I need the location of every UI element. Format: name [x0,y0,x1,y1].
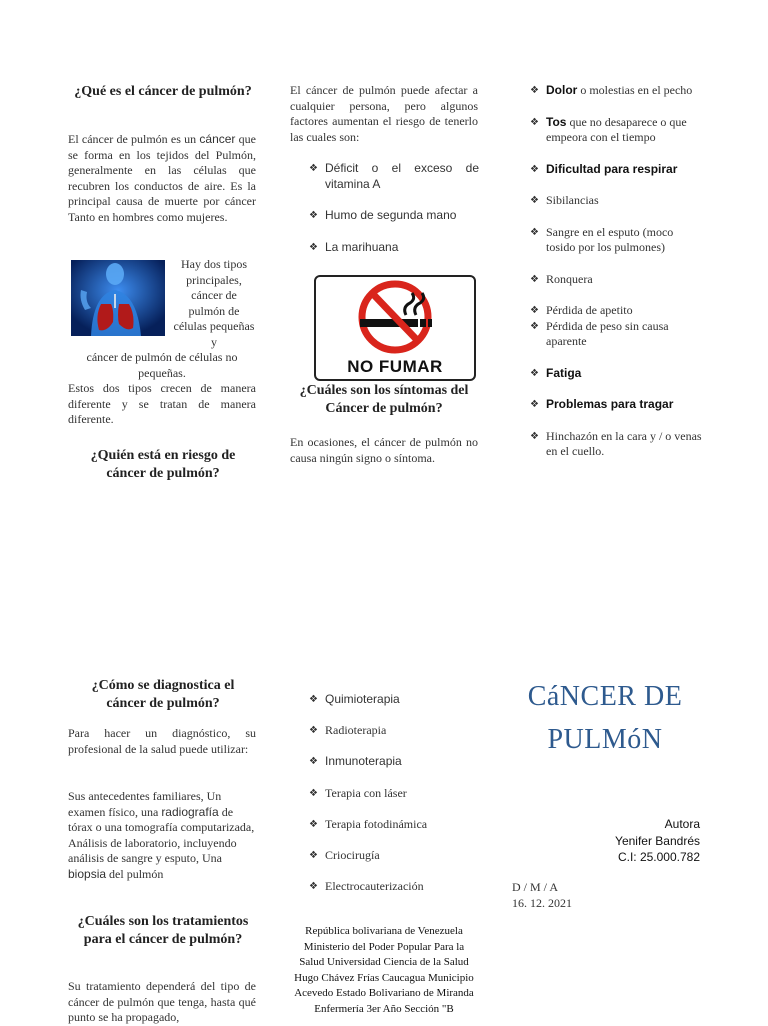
symptom-bold: Dificultad para respirar [546,161,678,176]
heading-diagnostica: ¿Cómo se diagnostica el cáncer de pulmón? [91,678,235,711]
symptom-text: Sibilancias [546,193,599,207]
list-item [530,162,702,178]
no-smoking-icon [316,277,474,355]
symptom-text: Ronquera [546,271,593,286]
text-segment: Sus antecedentes familiares, Un examen físico, una [68,789,222,819]
text-segment: El cáncer de pulmón es un [68,132,200,146]
treatment-label: Inmunoterapia [325,754,402,769]
list-item [530,366,702,382]
text-segment: que se forma en los tejidos del Pulmón, generalmente en las células que recubren los conductos de aire. Es la principal causa de muerte por cáncer Tanto en hombres como mujeres. [68,132,256,224]
list-item [309,879,479,895]
link-radiografia[interactable]: radiografía [161,804,219,819]
symptom-text: Hinchazón en la cara y / o venas en el cuello. [546,428,702,458]
author-label: Autora [664,817,700,831]
list-item [530,83,702,99]
list-item [309,723,479,739]
symptom-bold: Dolor [546,83,578,97]
link-biopsia[interactable]: biopsia [68,866,107,881]
date-value: 16. 12. 2021 [512,896,572,910]
lungs-image [71,260,165,336]
cover-title-line2: PULMóN [547,724,663,755]
treatment-label: Electrocauterización [325,879,424,894]
list-item [309,692,479,708]
author-block [560,816,700,866]
list-item [309,240,479,256]
risk-factor-label: Humo de segunda mano [325,208,457,222]
cover-title-line1: CáNCER DE [527,681,683,712]
risk-factor-list [309,161,479,255]
date-block [512,879,632,911]
cover-title [510,675,700,761]
text-segment: de tórax o una tomografía computarizada, Análisis de laboratorio, incluyendo análisis de sangre y esputo, Una [68,804,255,865]
diagnostico-list [68,789,256,882]
tratamiento-intro: Su tratamiento dependerá del tipo de cáncer de pulmón que tenga, hasta qué punto se ha propagado, [68,979,256,1024]
list-item [530,193,702,209]
symptom-text: o molestias en el pecho [577,83,693,97]
symptom-bold: Tos [546,114,567,129]
heading-que-es: ¿Qué es el cáncer de pulmón? [74,84,252,99]
symptom-text: Pérdida de peso sin causa aparente [546,318,669,348]
lungs-illustration [71,260,165,336]
treatment-list [309,692,479,895]
two-types-continued: cáncer de pulmón de células no pequeñas. [86,350,238,380]
treatment-label: Radioterapia [325,723,387,738]
list-item [530,397,702,413]
list-item [309,208,479,224]
heading-tratamientos: ¿Cuáles son los tratamientos para el cáncer de pulmón? [77,914,249,947]
treatment-label: Terapia fotodinámica [325,816,428,831]
risk-factor-label: Déficit o el exceso de vitamina A [325,161,479,191]
list-item [530,225,702,256]
no-smoking-sign [314,275,476,381]
symptom-bold: Problemas para tragar [546,397,674,411]
list-item [309,817,479,833]
list-item [530,115,702,146]
treatment-label: Quimioterapia [325,692,400,706]
symptom-bold: Fatiga [546,365,582,380]
two-types-text: Hay dos tipos principales, cáncer de pulmón de células pequeñas y [173,257,255,349]
sintomas-intro: En ocasiones, el cáncer de pulmón no causa ningún signo o síntoma. [290,435,478,465]
symptom-text: Sangre en el esputo (moco tosido por los pulmones) [546,224,674,254]
text-segment: del pulmón [106,866,164,881]
list-item [309,786,479,802]
symptom-text: que no desaparece o que empeora con el tiempo [546,114,687,144]
list-item [309,754,479,770]
author-ci: C.I: 25.000.782 [617,850,700,864]
treatment-label: Criocirugía [325,847,380,862]
list-item [530,303,702,319]
list-item [530,429,702,460]
author-name: Yenifer Bandrés [615,833,700,848]
heading-sintomas: ¿Cuáles son los síntomas del Cáncer de pulmón? [299,383,469,416]
risk-intro: El cáncer de pulmón puede afectar a cualquier persona, pero algunos factores aumentan el riesgo de tenerlo las cuales son: [290,83,478,144]
list-item [530,272,702,288]
no-smoking-label: NO FUMAR [347,357,443,376]
risk-factor-label: La marihuana [325,239,399,254]
list-item [309,161,479,192]
link-cancer[interactable]: cáncer [199,132,236,146]
treatment-label: Terapia con láser [325,785,407,800]
list-item [309,848,479,864]
list-item [530,319,702,350]
symptom-text: Pérdida de apetito [546,303,633,317]
diagnostico-intro: Para hacer un diagnóstico, su profesional de la salud puede utilizar: [68,726,256,756]
institution-block: República bolivariana de Venezuela Ministerio del Poder Popular Para la Salud Universidad Ciencia de la Salud Hugo Chávez Frías Caucagua Municipio Acevedo Estado Bolivariano de Miranda Enfermería 3er Año Sección "B [294,925,474,1015]
symptom-list [530,83,702,460]
paragraph-que-es [68,132,256,225]
heading-quien-riesgo: ¿Quién está en riesgo de cáncer de pulmón? [90,448,236,481]
date-label: D / M / A [512,880,559,894]
two-types-difference: Estos dos tipos crecen de manera diferente y se tratan de manera diferente. [68,381,256,426]
